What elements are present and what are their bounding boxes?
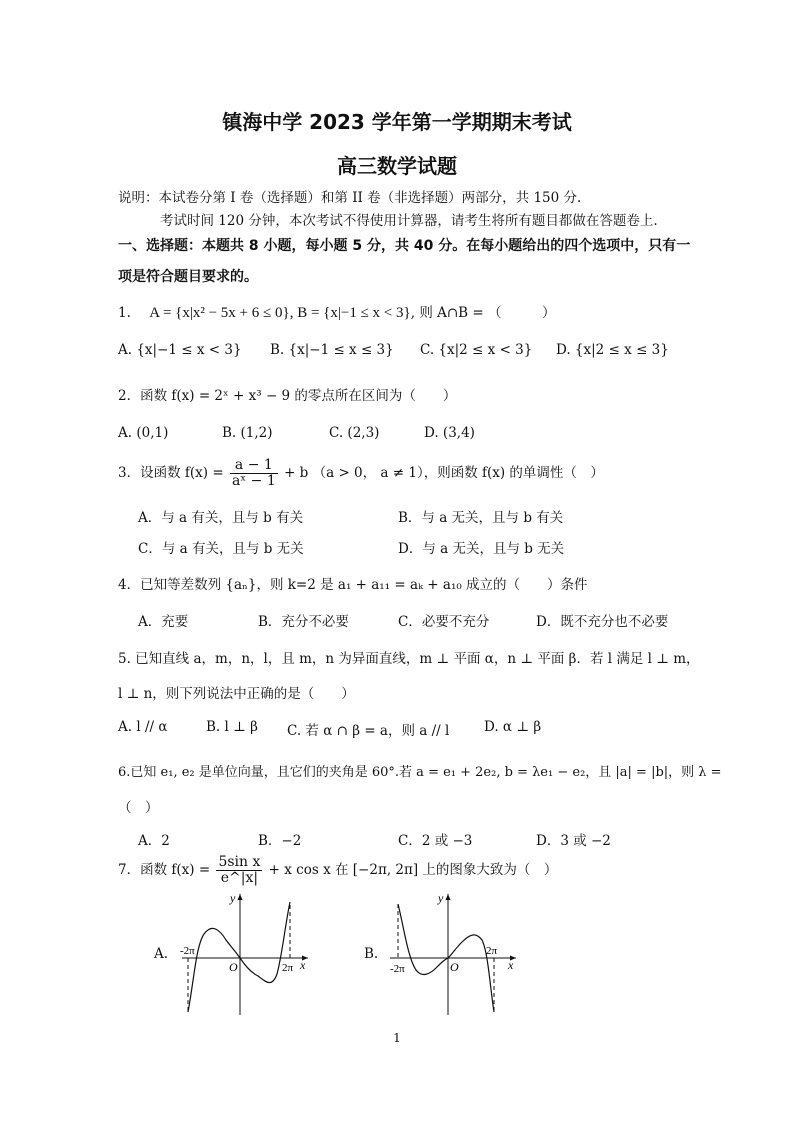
graph-a-left-tick: -2π: [180, 945, 195, 957]
question-3-fraction-denominator: aˣ − 1: [231, 473, 276, 489]
question-5-option-a: A. l // α: [118, 719, 168, 735]
section-heading-line1: 一、选择题：本题共 8 小题，每小题 5 分，共 40 分。在每小题给出的四个选项中，只有一: [118, 238, 691, 254]
question-1-ask: , 则 A∩B = （ ）: [410, 305, 556, 321]
question-7-graph-a: [176, 890, 316, 1020]
graph-b-right-tick: 2π: [486, 945, 498, 957]
question-2-option-d: D. (3,4): [424, 425, 475, 441]
question-1-option-a: A. {x|−1 ≤ x < 3}: [118, 342, 242, 358]
graph-a-curve: [188, 902, 290, 1012]
graph-b-origin-label: O: [450, 960, 459, 974]
question-7-stem: [118, 855, 557, 886]
question-2-stem: 2．函数 f(x) = 2ˣ + x³ − 9 的零点所在区间为（ ）: [118, 388, 457, 404]
question-7-graph-b: [384, 890, 524, 1020]
question-4-option-c: C．必要不充分: [398, 614, 490, 630]
exam-title: 镇海中学 2023 学年第一学期期末考试: [222, 110, 572, 134]
question-3-option-a: A．与 a 有关，且与 b 有关: [138, 510, 304, 526]
graph-a-y-arrow: [238, 894, 243, 900]
question-4-option-b: B．充分不必要: [258, 614, 349, 630]
graph-a-origin-label: O: [229, 960, 238, 974]
section-heading-line2: 项是符合题目要求的。: [118, 269, 258, 285]
exam-subtitle: 高三数学试题: [337, 154, 457, 178]
question-4-option-d: D．既不充分也不必要: [536, 614, 669, 630]
question-2-option-c: C. (2,3): [329, 425, 380, 441]
question-6-option-a: A．2: [138, 833, 170, 849]
question-3-lead: 3．设函数 f(x) =: [118, 465, 224, 481]
graph-a-x-label: x: [300, 958, 306, 972]
question-2-option-b: B. (1,2): [222, 425, 273, 441]
question-3-fraction: [230, 458, 278, 489]
question-6-option-d: D．3 或 −2: [536, 833, 611, 849]
question-3-option-d: D．与 a 无关，且与 b 无关: [398, 541, 565, 557]
question-2-option-a: A. (0,1): [118, 425, 169, 441]
graph-b-x-label: x: [508, 958, 514, 972]
question-1-option-c: C. {x|2 ≤ x < 3}: [420, 342, 533, 358]
graph-b-left-tick: -2π: [390, 963, 405, 975]
question-4-option-a: A．充要: [138, 614, 189, 630]
question-7-fraction: [216, 855, 262, 886]
question-7-option-b-label: B.: [364, 946, 379, 962]
question-3-option-c: C．与 a 有关，且与 b 无关: [138, 541, 304, 557]
exam-note-line1: 说明：本试卷分第 I 卷（选择题）和第 II 卷（非选择题）两部分，共 150 分.: [118, 190, 582, 206]
question-5-line2: l ⊥ n，则下列说法中正确的是（ ）: [118, 686, 355, 702]
question-5-option-d: D. α ⊥ β: [484, 719, 542, 735]
question-6-line1: 6.已知 e₁, e₂ 是单位向量，且它们的夹角是 60°.若 a = e₁ + 2e₂, b = λe₁ − e₂，且 |a| = |b|，则 λ =: [118, 765, 722, 780]
question-1-option-d: D. {x|2 ≤ x ≤ 3}: [556, 342, 669, 358]
question-7-option-a-label: A.: [154, 946, 169, 962]
question-7-fraction-denominator: e^|x|: [220, 870, 259, 886]
graph-b-y-arrow: [446, 894, 451, 900]
question-4-stem: 4．已知等差数列 {aₙ}，则 k=2 是 a₁ + a₁₁ = aₖ + a₁₀ 成立的（ ）条件: [118, 577, 588, 593]
graph-a-right-tick: 2π: [282, 962, 294, 974]
question-7-fraction-numerator: 5sin x: [218, 854, 261, 870]
question-3-tail: + b （a > 0， a ≠ 1），则函数 f(x) 的单调性（ ）: [284, 465, 604, 481]
question-7-tail: + x cos x 在 [−2π, 2π] 上的图象大致为（ ）: [268, 862, 558, 878]
question-6-option-c: C．2 或 −3: [398, 833, 473, 849]
question-3-option-b: B．与 a 无关，且与 b 有关: [398, 510, 564, 526]
question-3-stem: [118, 458, 604, 489]
exam-note-line2: 考试时间 120 分钟，本次考试不得使用计算器，请考生将所有题目都做在答题卷上.: [160, 213, 658, 229]
question-5-line1: 5. 已知直线 a，m，n，l，且 m，n 为异面直线，m ⊥ 平面 α，n ⊥ 平面 β．若 l 满足 l ⊥ m，: [118, 651, 700, 667]
question-5-option-b: B. l ⊥ β: [206, 719, 258, 735]
question-1-stem: [118, 301, 555, 322]
question-6-line2: （ ）: [118, 800, 159, 816]
question-7-lead: 7．函数 f(x) =: [118, 862, 211, 878]
question-1-option-b: B. {x|−1 ≤ x ≤ 3}: [270, 342, 394, 358]
question-6-option-b: B．−2: [258, 833, 302, 849]
graph-b-y-label: y: [438, 891, 444, 905]
question-3-fraction-numerator: a − 1: [230, 458, 278, 474]
question-1-sets: A = {x|x² − 5x + 6 ≤ 0}, B = {x|−1 ≤ x < 3}: [149, 305, 411, 321]
page-number: 1: [393, 1031, 401, 1045]
question-5-option-c: C. 若 α ∩ β = a，则 a // l: [287, 723, 450, 739]
graph-a-y-label: y: [230, 891, 236, 905]
question-1-number: 1.: [118, 305, 131, 321]
